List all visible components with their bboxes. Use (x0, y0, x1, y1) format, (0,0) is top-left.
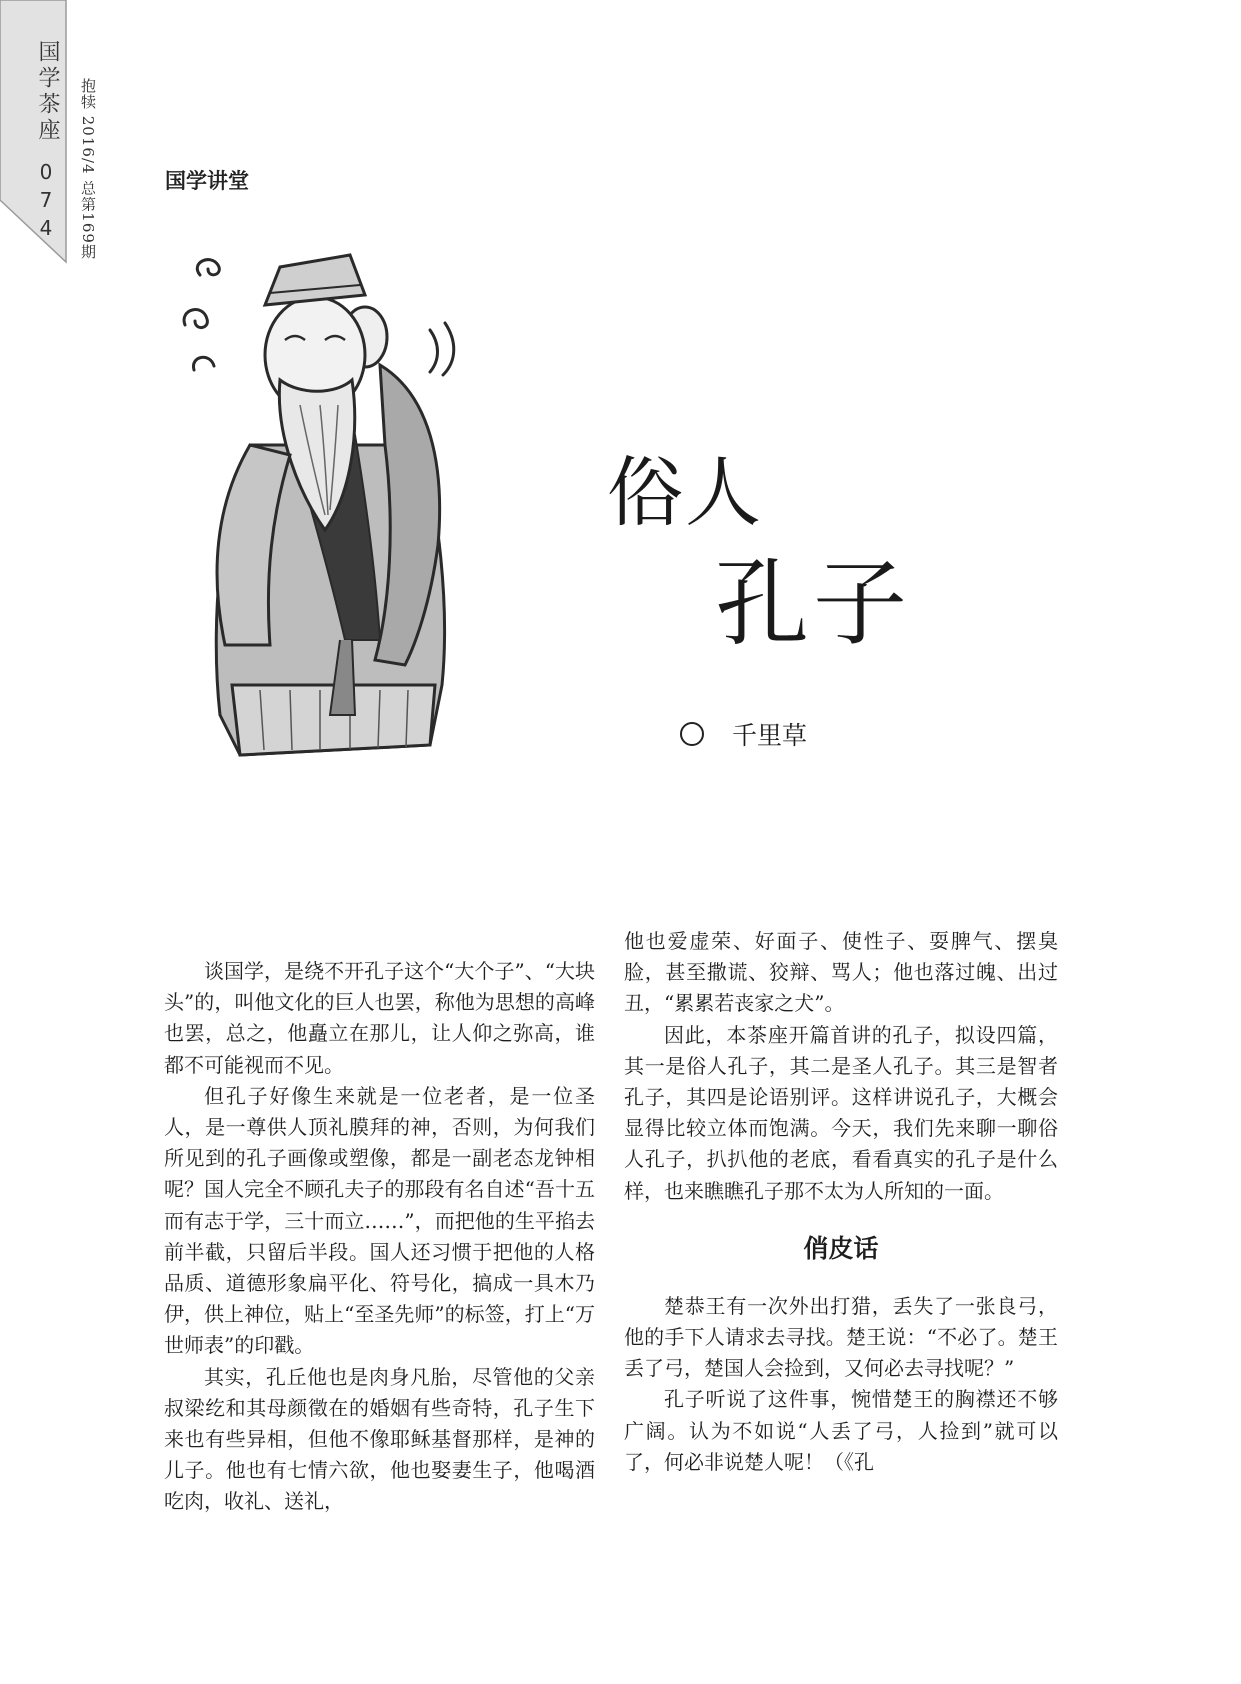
article-title-line2: 孔子 (715, 550, 912, 659)
body-paragraph: 谈国学，是绕不开孔子这个“大个子”、“大块头”的，叫他文化的巨人也罢，称他为思想的高峰也罢，总之，他矗立在那儿，让人仰之弥高，谁都不可能视而不见。 (164, 959, 595, 1077)
author-line (680, 716, 807, 752)
body-paragraph: 楚恭王有一次外出打猎，丢失了一张良弓，他的手下人请求去寻找。楚王说：“不必了。楚王丢了弓，楚国人会捡到，又何必去寻找呢？” (624, 1293, 1058, 1381)
body-paragraph: 但孔子好像生来就是一位老者，是一位圣人，是一尊供人顶礼膜拜的神，否则，为何我们所见到的孔子画像或塑像，都是一副老态龙钟相呢？国人完全不顾孔夫子的那段有名自述“吾十五而有志于学，三十而立……”，而把他的生平掐去前半截，只留后半段。国人还习惯于把他的人格品质、道德形象扁平化、符号化，搞成一具木乃伊，供上神位，贴上“至圣先师”的标签，打上“万世师表”的印戳。 (164, 1083, 595, 1358)
body-paragraph: 孔子听说了这件事，惋惜楚王的胸襟还不够广阔。认为不如说“人丢了弓，人捡到”就可以了，何必非说楚人呢！（《孔 (624, 1387, 1058, 1474)
right-column (624, 926, 1058, 1478)
column-title: 国学讲堂 (165, 169, 249, 193)
section-heading: 俏皮话 (803, 1233, 879, 1263)
corner-tab (0, 0, 72, 275)
issue-info: 抱犊 2016/4 总第169期 (79, 78, 97, 260)
sidebar-title: 国学茶座 (35, 40, 60, 144)
author-name: 千里草 (732, 721, 808, 750)
author-circle-icon (680, 722, 704, 746)
article-title-line1: 俗人 (607, 448, 763, 537)
body-paragraph: 因此，本茶座开篇首讲的孔子，拟设四篇，其一是俗人孔子，其二是圣人孔子。其三是智者孔子，其四是论语别评。这样讲说孔子，大概会显得比较立体而饱满。今天，我们先来聊一聊俗人孔子，扒扒他的老底，看看真实的孔子是什么样，也来瞧瞧孔子那不太为人所知的一面。 (624, 1022, 1058, 1203)
confucius-illustration (180, 245, 480, 794)
body-paragraph: 其实，孔丘他也是肉身凡胎，尽管他的父亲叔梁纥和其母颜徵在的婚姻有些奇特，孔子生下来也有些异相，但他不像耶稣基督那样，是神的儿子。他也有七情六欲，他也娶妻生子，他喝酒吃肉，收礼、送礼， (164, 1364, 595, 1514)
body-paragraph-continuation: 他也爱虚荣、好面子、使性子、耍脾气、摆臭脸，甚至撒谎、狡辩、骂人；他也落过魄、出过丑，“累累若丧家之犬”。 (624, 929, 1058, 1016)
page-number: 074 (34, 160, 58, 244)
left-column (164, 956, 595, 1518)
